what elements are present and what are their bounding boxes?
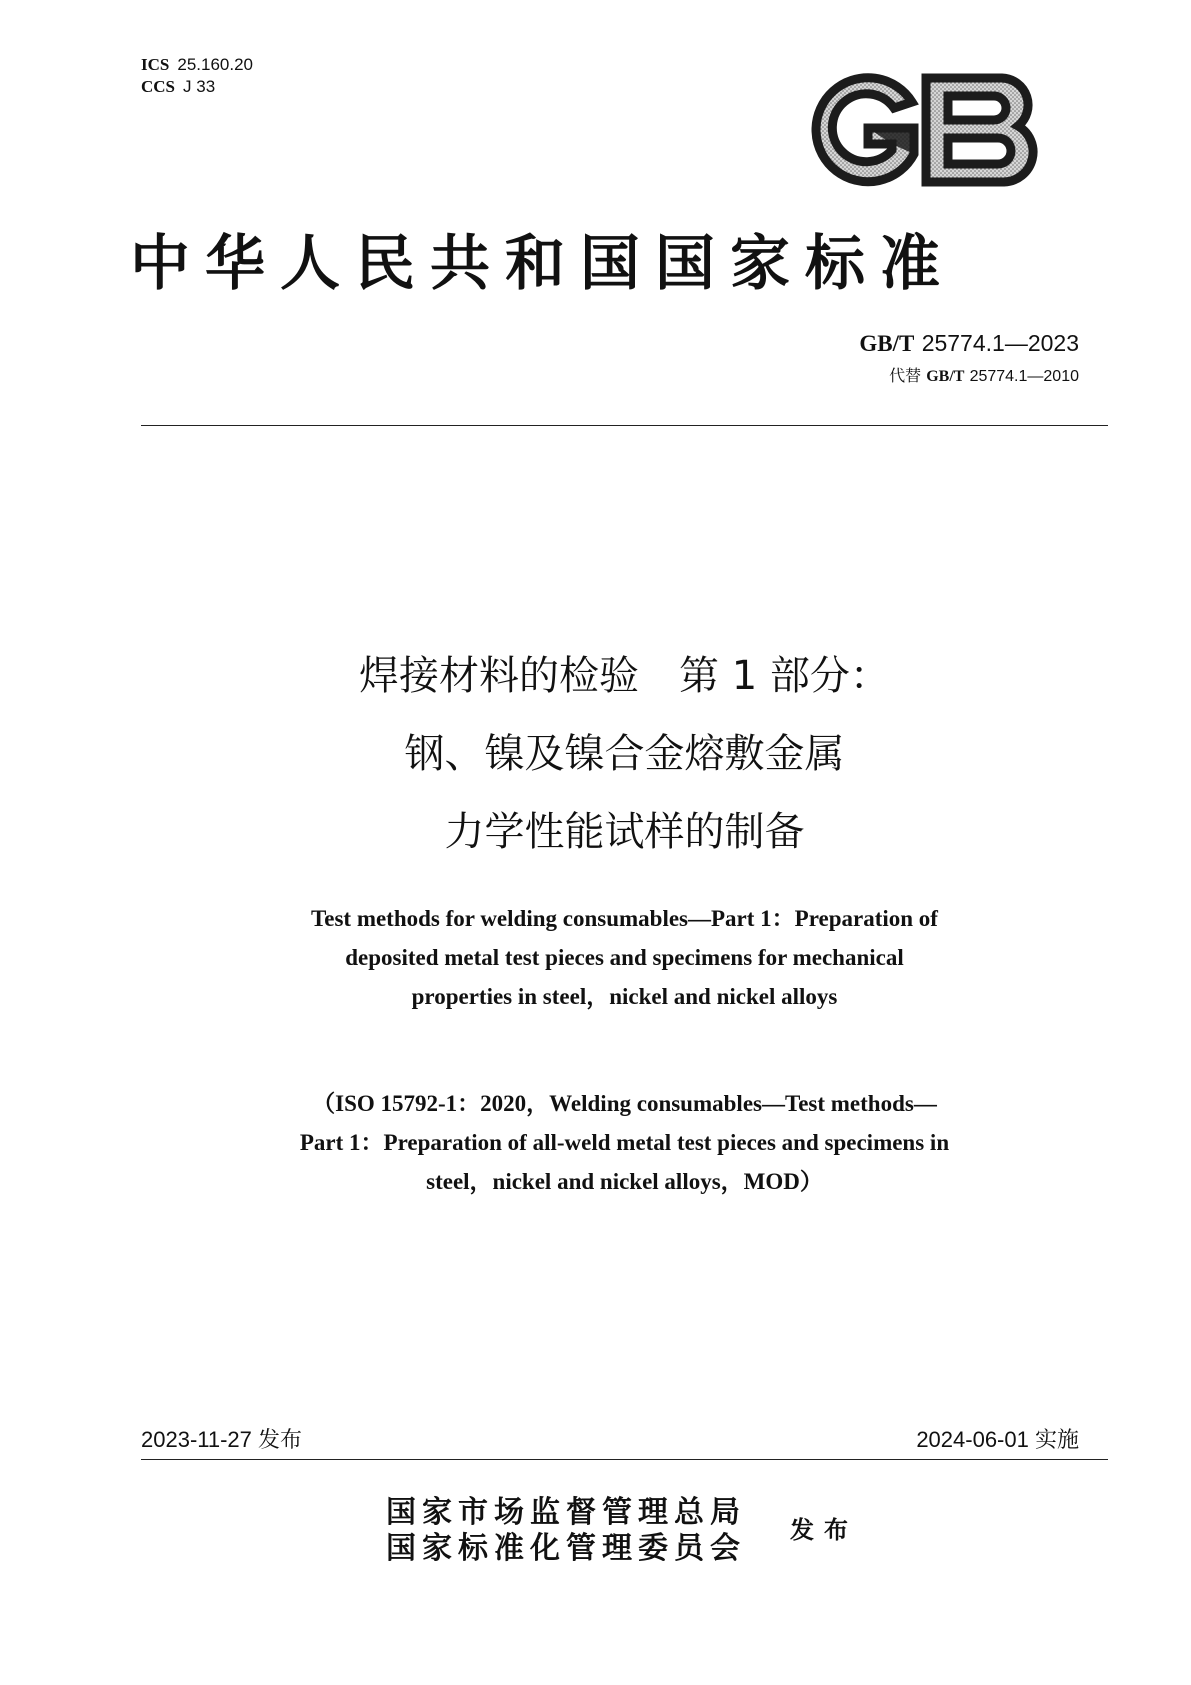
standard-number [859, 328, 1079, 359]
title-cn-line2: 钢、镍及镍合金熔敷金属 [404, 731, 845, 777]
iso-reference-line2: Part 1：Preparation of all-weld metal test pieces and specimens in [299, 1130, 950, 1155]
header-divider [141, 425, 1108, 426]
issuing-organizations [386, 1495, 746, 1567]
implement-date-value: 2024-06-01 [916, 1427, 1029, 1452]
classification-codes [141, 54, 253, 98]
issuer-sac: 国家标准化管理委员会 [386, 1531, 746, 1566]
footer-divider [141, 1459, 1108, 1460]
replaces-line [889, 365, 1079, 388]
iso-reference-line3: steel，nickel and nickel alloys，MOD） [426, 1169, 823, 1194]
issue-date-label: 发布 [258, 1428, 303, 1453]
issue-date-value: 2023-11-27 [141, 1427, 252, 1452]
title-cn-line3: 力学性能试样的制备 [444, 809, 805, 855]
ics-code: 25.160.20 [177, 55, 253, 74]
standard-prefix: GB/T [859, 331, 915, 356]
ccs-code: J 33 [183, 77, 216, 96]
replaces-code: 25774.1—2010 [969, 368, 1079, 385]
ccs-line [141, 76, 253, 98]
title-en-line3: properties in steel，nickel and nickel alloys [411, 984, 838, 1009]
implement-date [916, 1426, 1079, 1455]
issue-date [141, 1426, 302, 1455]
ics-line [141, 54, 253, 76]
ccs-label: CCS [141, 77, 176, 96]
standard-code: 25774.1—2023 [921, 330, 1079, 356]
iso-reference-line1: （ISO 15792-1：2020，Welding consumables—Test methods— [312, 1091, 937, 1116]
replaces-label: 代替 [889, 366, 922, 385]
issuer-samr: 国家市场监督管理总局 [386, 1495, 746, 1530]
implement-date-label: 实施 [1034, 1428, 1079, 1453]
national-standard-title: 中华人民共和国国家标准 [130, 229, 955, 299]
ics-label: ICS [141, 55, 170, 74]
logo-letter-b [926, 78, 1033, 182]
title-en-line1: Test methods for welding consumables—Part 1：Preparation of [311, 906, 938, 931]
title-cn-line1: 焊接材料的检验 第 1 部分： [359, 653, 890, 699]
replaces-prefix: GB/T [926, 368, 965, 385]
gb-logo [806, 70, 1052, 188]
publish-label: 发布 [790, 1515, 858, 1544]
title-en-line2: deposited metal test pieces and specimens for mechanical [345, 945, 904, 970]
